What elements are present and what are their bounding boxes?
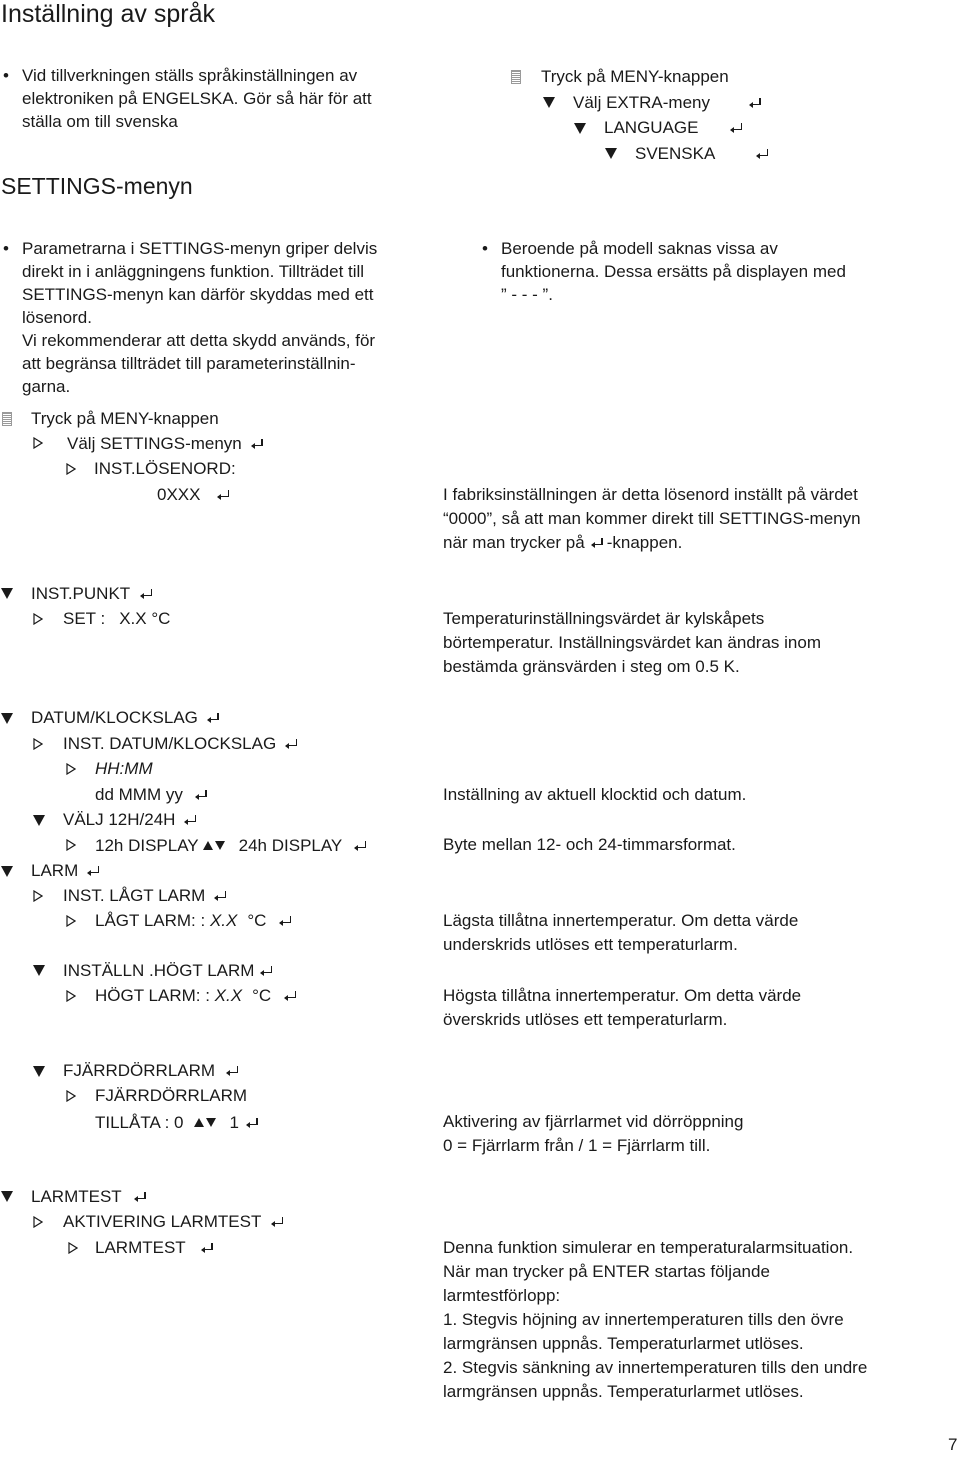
arrow-right-outline-icon [66, 839, 76, 851]
arrow-down-icon [33, 815, 45, 826]
arrow-down-icon [1, 1191, 13, 1202]
enter-icon [286, 739, 298, 747]
datetime-item: DATUM/KLOCKSLAG [31, 706, 220, 730]
enter-icon [757, 149, 769, 157]
alarm-test-activate: AKTIVERING LARMTEST [63, 1210, 284, 1234]
high-alarm-note-line-1: Högsta tillåtna innertemperatur. Om detta värde [443, 986, 802, 1005]
enter-icon [285, 991, 297, 999]
enter-icon [750, 98, 762, 106]
page-title: Inställning av språk [1, 0, 216, 28]
lang-bullet-line-3: ställa om till svenska [22, 112, 178, 131]
setpoint-item: INST.PUNKT [31, 582, 153, 606]
setpoint-note-line-2: börtemperatur. Inställningsvärdet kan ändras inom [443, 633, 821, 652]
up-down-arrows-icon [203, 833, 225, 857]
arrow-down-icon [33, 1066, 45, 1077]
arrow-down-icon [1, 866, 13, 877]
up-down-arrows-icon [194, 1110, 216, 1134]
remote-alarm-item: FJÄRRDÖRRLARM [63, 1059, 239, 1083]
arrow-down-icon [1, 713, 13, 724]
datetime-time: HH:MM [95, 759, 153, 778]
enter-icon [208, 713, 220, 721]
arrow-right-outline-icon [33, 613, 43, 625]
enter-icon [247, 1118, 259, 1126]
format-item: VÄLJ 12H/24H [63, 808, 197, 832]
lang-step-svenska: SVENSKA [635, 142, 769, 166]
arrow-right-outline-icon [33, 1216, 43, 1228]
lang-bullet-line-2: elektroniken på ENGELSKA. Gör så här för att [22, 89, 372, 108]
model-bullet-line-1: Beroende på modell saknas vissa av [501, 239, 778, 258]
alarm-test-item: LARMTEST [31, 1185, 147, 1209]
enter-icon [215, 891, 227, 899]
enter-icon [355, 841, 367, 849]
bullet-dot: • [482, 239, 488, 258]
enter-icon [185, 815, 197, 823]
format-note: Byte mellan 12- och 24-timmarsformat. [443, 835, 736, 854]
enter-icon [731, 123, 743, 131]
page-number: 7 [948, 1435, 958, 1454]
arrow-down-icon [1, 588, 13, 599]
lang-bullet-line-1: Vid tillverkningen ställs språkinställningen av [22, 66, 358, 85]
enter-icon [252, 439, 264, 447]
datetime-note: Inställning av aktuell klocktid och datum. [443, 785, 747, 804]
remote-note-line-1: Aktivering av fjärrlarmet vid dörröppning [443, 1112, 744, 1131]
settings-bullet-line-7: garna. [22, 377, 71, 396]
high-alarm-note-line-2: överskrids utlöses ett temperaturlarm. [443, 1010, 728, 1029]
enter-icon [218, 490, 230, 498]
high-alarm-item: INSTÄLLN .HÖGT LARM [63, 959, 273, 983]
enter-icon [196, 790, 208, 798]
remote-note-line-2: 0 = Fjärrlarm från / 1 = Fjärrlarm till. [443, 1136, 711, 1155]
datetime-sub: INST. DATUM/KLOCKSLAG [63, 732, 298, 756]
settings-bullet-line-1: Parametrarna i SETTINGS-menyn griper delvis [22, 239, 378, 258]
pw-step-password: INST.LÖSENORD: [94, 459, 236, 478]
enter-icon [135, 1192, 147, 1200]
settings-bullet-line-6: att begränsa tillträdet till parameterinställnin- [22, 354, 356, 373]
datetime-date: dd MMM yy [95, 783, 208, 807]
model-bullet-line-3: ” - - - ”. [501, 285, 553, 304]
lang-step-language: LANGUAGE [604, 116, 743, 140]
menu-button-icon [2, 412, 12, 426]
pw-note-line-3: när man trycker på -knappen. [443, 533, 683, 552]
high-alarm-sub: HÖGT LARM: : X.X °C [95, 984, 297, 1008]
settings-bullet-line-4: lösenord. [22, 308, 92, 327]
model-bullet-line-2: funktionerna. Dessa ersätts på displayen med [501, 262, 846, 281]
arrow-right-outline-icon [66, 763, 76, 775]
enter-icon [227, 1066, 239, 1074]
low-alarm-note-line-1: Lägsta tillåtna innertemperatur. Om detta värde [443, 911, 799, 930]
pw-step-settings: Välj SETTINGS-menyn [67, 432, 264, 456]
bullet-dot: • [3, 239, 9, 258]
test-note-line-5: larmgränsen uppnås. Temperaturlarmet utlöses. [443, 1334, 804, 1353]
enter-icon [592, 538, 604, 546]
low-alarm-item: INST. LÅGT LARM [63, 884, 227, 908]
arrow-right-outline-icon [66, 1090, 76, 1102]
pw-note-line-2: “0000”, så att man kommer direkt till SETTINGS-menyn [443, 509, 861, 528]
menu-button-icon [511, 70, 521, 84]
enter-icon [141, 589, 153, 597]
test-note-line-4: 1. Stegvis höjning av innertemperaturen tills den övre [443, 1310, 844, 1329]
low-alarm-note-line-2: underskrids utlöses ett temperaturlarm. [443, 935, 738, 954]
test-note-line-3: larmtestförlopp: [443, 1286, 561, 1305]
arrow-down-icon [33, 965, 45, 976]
alarm-item: LARM [31, 859, 100, 883]
section-heading-settings: SETTINGS-menyn [1, 173, 193, 199]
setpoint-sub: SET : X.X °C [63, 609, 171, 628]
setpoint-note-line-3: bestämda gränsvärden i steg om 0.5 K. [443, 657, 740, 676]
pw-step-menu: Tryck på MENY-knappen [31, 409, 219, 428]
arrow-right-outline-icon [66, 915, 76, 927]
enter-icon [280, 916, 292, 924]
setpoint-note-line-1: Temperaturinställningsvärdet är kylskåpets [443, 609, 765, 628]
bullet-dot: • [3, 66, 9, 85]
arrow-right-outline-icon [66, 463, 76, 475]
arrow-right-outline-icon [33, 890, 43, 902]
settings-bullet-line-3: SETTINGS-menyn kan därför skyddas med ett [22, 285, 374, 304]
arrow-right-outline-icon [33, 437, 43, 449]
test-note-line-7: larmgränsen uppnås. Temperaturlarmet utlöses. [443, 1382, 804, 1401]
arrow-down-icon [574, 123, 586, 134]
enter-icon [202, 1243, 214, 1251]
settings-bullet-line-5: Vi rekommenderar att detta skydd används, för [22, 331, 376, 350]
lang-step-menu: Tryck på MENY-knappen [541, 67, 729, 86]
remote-alarm-allow: TILLÅTA : 0 1 [95, 1110, 259, 1135]
arrow-right-outline-icon [68, 1242, 78, 1254]
low-alarm-sub: LÅGT LARM: : X.X °C [95, 909, 292, 933]
alarm-test-sub: LARMTEST [95, 1236, 214, 1260]
pw-step-value: 0XXX [157, 483, 230, 507]
test-note-line-1: Denna funktion simulerar en temperaturalarmsituation. [443, 1238, 854, 1257]
arrow-right-outline-icon [33, 738, 43, 750]
arrow-down-icon [543, 97, 555, 108]
format-options: 12h DISPLAY 24h DISPLAY [95, 833, 367, 858]
remote-alarm-sub: FJÄRRDÖRRLARM [95, 1086, 248, 1105]
test-note-line-6: 2. Stegvis sänkning av innertemperaturen tills den undre [443, 1358, 868, 1377]
test-note-line-2: När man trycker på ENTER startas följande [443, 1262, 770, 1281]
settings-bullet-line-2: direkt in i anläggningens funktion. Tillträdet till [22, 262, 365, 281]
arrow-down-icon [605, 148, 617, 159]
arrow-right-outline-icon [66, 990, 76, 1002]
enter-icon [272, 1217, 284, 1225]
enter-icon [88, 866, 100, 874]
lang-step-extra: Välj EXTRA-meny [573, 91, 762, 115]
pw-note-line-1: I fabriksinställningen är detta lösenord inställt på värdet [443, 485, 858, 504]
enter-icon [261, 966, 273, 974]
